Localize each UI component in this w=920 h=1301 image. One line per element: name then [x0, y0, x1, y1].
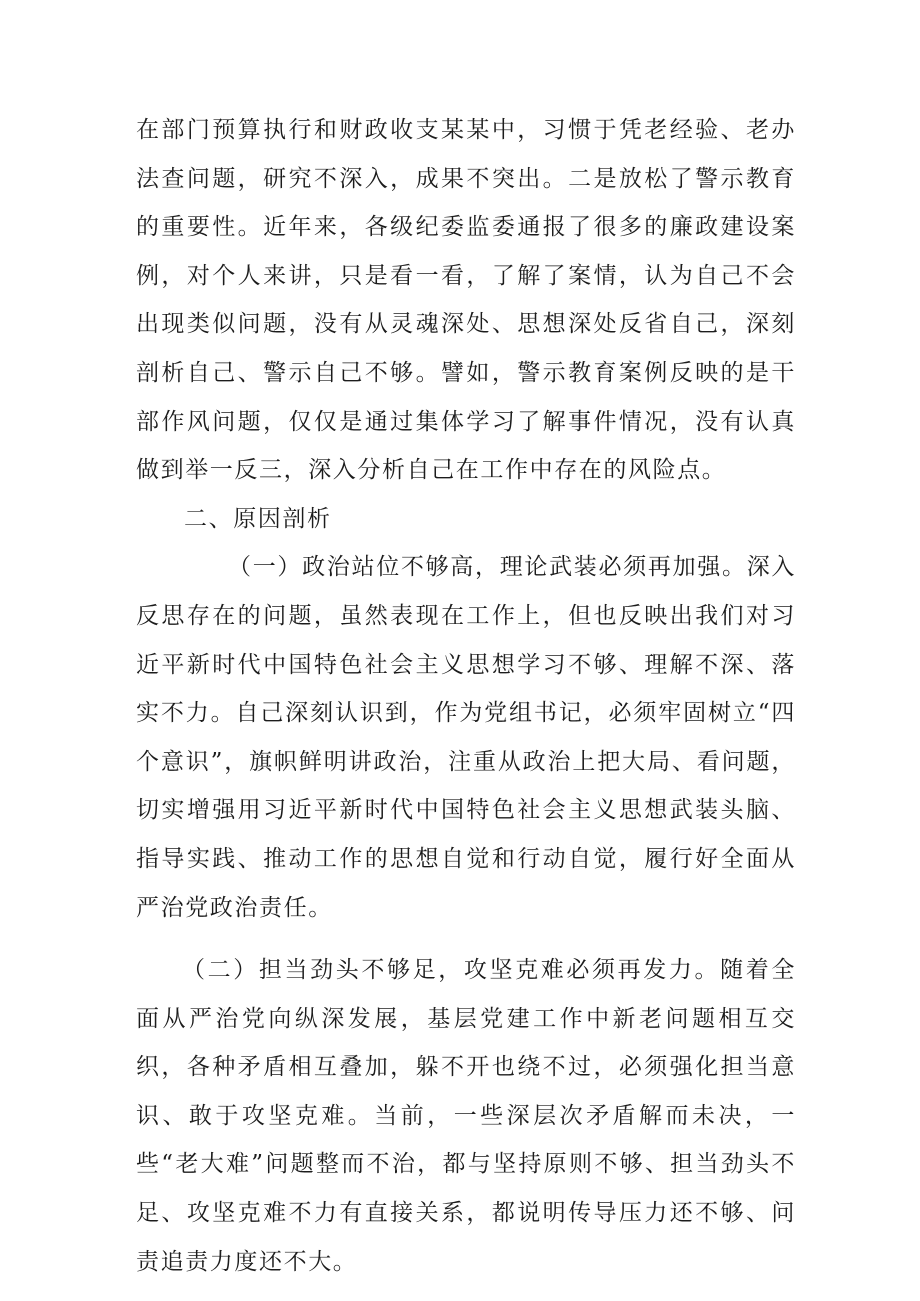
paragraph-subsection-1: （一）政治站位不够高，理论武装必须再加强。深入反思存在的问题，虽然表现在工作上，但也反映出我们对习近平新时代中国特色社会主义思想学习不够、理解不深、落实不力。自己深刻认识到，作为党组书记，必须牢固树立“四个意识”，旗帜鲜明讲政治，注重从政治上把大局、看问题，切实增强用习近平新时代中国特色社会主义思想武装头脑、指导实践、推动工作的思想自觉和行动自觉，履行好全面从严治党政治责任。 [136, 554, 796, 921]
section-heading-cause-analysis: 二、原因剖析 [184, 505, 332, 532]
paragraph-subsection-2: （二）担当劲头不够足，攻坚克难必须再发力。随着全面从严治党向纵深发展，基层党建工作中新老问题相互交织，各种矛盾相互叠加，躲不开也绕不过，必须强化担当意识、敢于攻坚克难。当前，一些深层次矛盾解而未决，一些“老大难”问题整而不治，都与坚持原则不够、担当劲头不足、攻坚克难不力有直接关系，都说明传导压力还不够、问责追责力度还不大。 [136, 957, 796, 1275]
paragraph-continuation: 在部门预算执行和财政收支某某中，习惯于凭老经验、老办法查问题，研究不深入，成果不突出。二是放松了警示教育的重要性。近年来，各级纪委监委通报了很多的廉政建设案例，对个人来讲，只是看一看，了解了案情，认为自己不会出现类似问题，没有从灵魂深处、思想深处反省自己，深刻剖析自己、警示自己不够。譬如，警示教育案例反映的是干部作风问题，仅仅是通过集体学习了解事件情况，没有认真做到举一反三，深入分析自己在工作中存在的风险点。 [136, 117, 796, 484]
document-body [136, 106, 796, 1286]
